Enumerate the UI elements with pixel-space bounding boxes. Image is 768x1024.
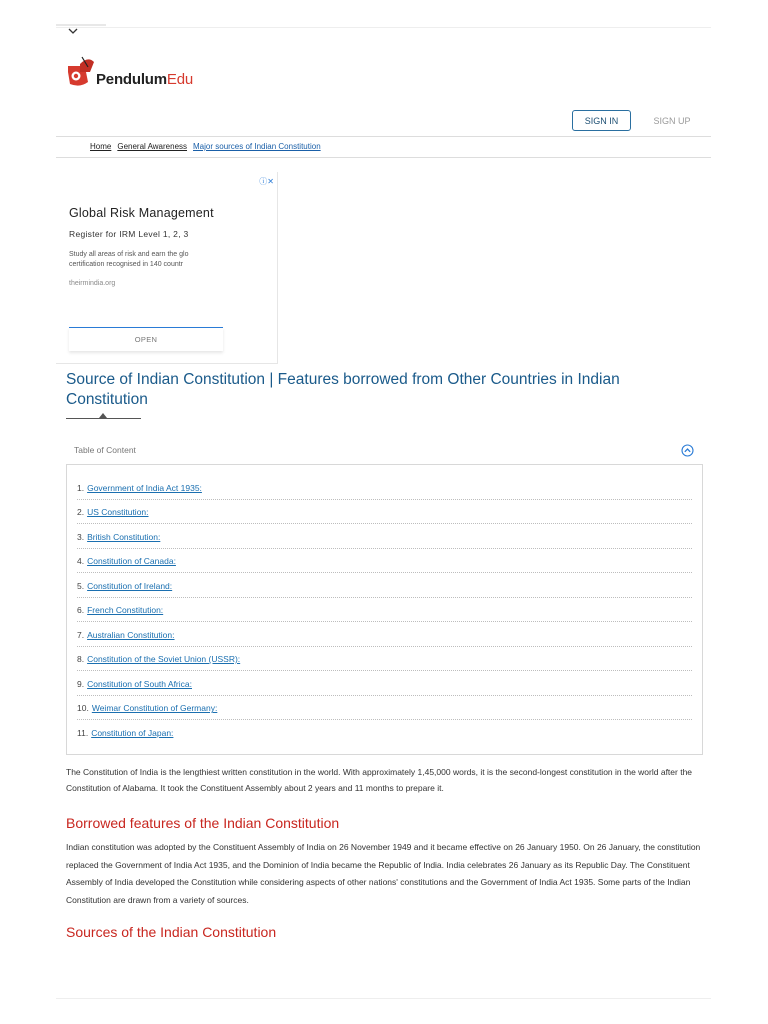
toc-item-link[interactable]: Australian Constitution:	[87, 629, 175, 640]
toc-item-link[interactable]: Constitution of South Africa:	[87, 678, 192, 689]
brand-name: Pendulum	[96, 71, 167, 88]
toc-item-link[interactable]: Government of India Act 1935:	[87, 482, 202, 493]
toc-item-link[interactable]: Constitution of Ireland:	[87, 580, 173, 591]
toc-item[interactable]	[77, 696, 692, 721]
ad-subtitle: Register for IRM Level 1, 2, 3	[69, 229, 189, 239]
logo-text	[96, 71, 193, 88]
toc-item-number: 5.	[77, 580, 85, 591]
toc-item-link[interactable]: Constitution of the Soviet Union (USSR):	[87, 654, 241, 665]
toc-item[interactable]	[77, 671, 692, 696]
brand-suffix: Edu	[166, 71, 193, 88]
toc-item-link[interactable]: US Constitution:	[87, 507, 149, 518]
toc-item[interactable]	[77, 475, 692, 500]
toc-item-number: 7.	[77, 629, 85, 640]
page-title: Source of Indian Constitution | Features borrowed from Other Countries in Indian Constitution	[66, 371, 620, 408]
toc-list	[77, 475, 692, 745]
chevron-down-icon[interactable]	[66, 26, 80, 38]
breadcrumb-general-awareness[interactable]: General Awareness	[117, 142, 188, 151]
toc-item[interactable]	[77, 720, 692, 745]
toc-item-link[interactable]: Constitution of Canada:	[87, 556, 176, 567]
toc-item[interactable]	[77, 622, 692, 647]
ad-choices-icon[interactable]: ⓘ✕	[259, 177, 274, 186]
toc-item-link[interactable]: French Constitution:	[87, 605, 164, 616]
ad-description	[69, 250, 223, 270]
section-heading-sources: Sources of the Indian Constitution	[66, 924, 277, 940]
toc-item-number: 6.	[77, 605, 85, 616]
bottom-divider	[56, 998, 711, 999]
top-divider	[56, 27, 711, 28]
toc-item[interactable]	[77, 500, 692, 525]
breadcrumb-divider	[56, 157, 711, 158]
ad-open-button[interactable]: OPEN	[69, 327, 223, 351]
toc-item-number: 3.	[77, 531, 85, 542]
toc-item-link[interactable]: British Constitution:	[87, 531, 161, 542]
toc-item[interactable]	[77, 598, 692, 623]
borrowed-features-paragraph: Indian constitution was adopted by the Constituent Assembly of India on 26 November 1949 and it became effective on 26 January 1950. On 26 January, the constitution replaced the Government of India Act 1935, and the Dominion of India became the Republic of India. India celebrates 26 January as its Republic Day. The Constituent Assembly of India developed the Constitution while considering aspects of other nations' constitutions and the Government of India Act 1935. Some parts of the Indian Constitution are drawn from a variety of sources.	[66, 842, 701, 905]
ad-title[interactable]: Global Risk Management	[69, 206, 214, 220]
toc-item-number: 11.	[77, 728, 89, 739]
sign-in-button[interactable]: SIGN IN	[572, 110, 631, 131]
toc-item[interactable]	[77, 549, 692, 574]
toc-item-number: 9.	[77, 678, 85, 689]
collapse-toc-icon[interactable]	[681, 444, 694, 457]
toc-item-number: 8.	[77, 654, 85, 665]
toc-item-number: 10.	[77, 703, 89, 714]
sign-up-button[interactable]: SIGN UP	[644, 111, 700, 130]
toc-item-link[interactable]: Constitution of Japan:	[91, 728, 174, 739]
intro-paragraph: The Constitution of India is the lengthiest written constitution in the world. With approximately 1,45,000 words, it is the second-longest constitution in the world after the Constitution of Alabama. It took the Constituent Assembly about 2 years and 11 months to prepare it.	[66, 767, 693, 793]
advertisement[interactable]	[56, 172, 278, 364]
toc-item-number: 2.	[77, 507, 85, 518]
pendulum-logo-icon	[66, 52, 96, 90]
toc-label: Table of Content	[74, 445, 136, 455]
breadcrumb-current-page[interactable]: Major sources of Indian Constitution	[193, 142, 321, 151]
toc-item[interactable]	[77, 524, 692, 549]
toc-item[interactable]	[77, 647, 692, 672]
logo[interactable]	[66, 50, 193, 90]
top-divider-mark	[56, 24, 106, 26]
toc-item-link[interactable]: Weimar Constitution of Germany:	[91, 703, 218, 714]
table-of-contents	[66, 464, 703, 755]
toc-item[interactable]	[77, 573, 692, 598]
toc-item-number: 4.	[77, 556, 85, 567]
breadcrumb-home[interactable]: Home	[90, 142, 112, 151]
section-heading-borrowed-features: Borrowed features of the Indian Constitution	[66, 815, 340, 831]
ad-description-line: Study all areas of risk and earn the glo	[69, 251, 189, 258]
ad-description-line: certification recognised in 140 countr	[69, 261, 184, 268]
title-underline	[66, 418, 141, 419]
toc-item-number: 1.	[77, 482, 85, 493]
header-divider	[56, 136, 711, 137]
breadcrumb	[90, 142, 321, 151]
ad-url: theirmindia.org	[69, 280, 116, 287]
